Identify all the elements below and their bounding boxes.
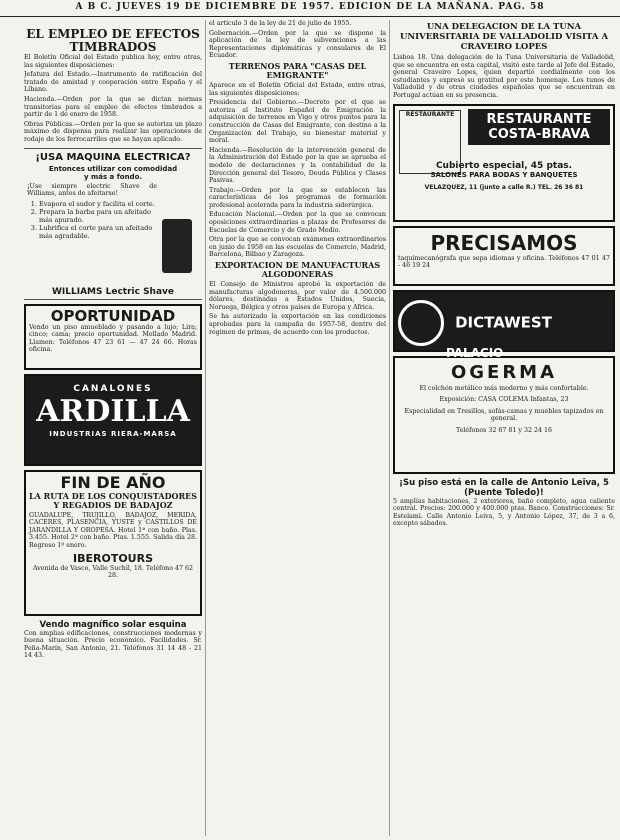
ad-ardilla-top: CANALONES	[73, 383, 153, 394]
column-left	[24, 20, 202, 836]
ad-costa-brava-sub: SALONES PARA BODAS Y BANQUETES	[430, 170, 578, 179]
column-middle	[209, 20, 386, 836]
article-text: Presidencia del Gobierno.—Decreto por el que se autoriza al Instituto Español de Emigración la adquisición de terrenos en Vigo y otros puntos para la construcción de Casas del Emigrante, con destino a la Organización del Trabajo, su bienestar material y moral.	[209, 99, 386, 145]
ad-costa-brava-offer: Cubierto especial, 45 ptas.	[435, 160, 573, 171]
article-text: Educación Nacional.—Orden por la que se convocan oposiciones extraordinarias a plazas de Profesores de Escuelas de Comercio y de Grado Medio.	[209, 211, 386, 234]
column-right	[393, 20, 615, 836]
article-title-timbrados: EL EMPLEO DE EFECTOS TIMBRADOS	[26, 27, 200, 54]
article-text: Aparece en el Boletín Oficial del Estado, entre otras, las siguientes disposiciones:	[209, 81, 386, 97]
ad-dictawest-brand: DICTAWEST	[455, 313, 552, 332]
ad-fin-de-ano-contact: Avenida de Vasco, Valle Suchil, 18. Teléfono 47 62 28.	[32, 564, 194, 580]
ad-ogerma-text: Especialidad en Tresillos, sofás-camas y muebles tapizados en general.	[404, 407, 604, 423]
article-text: Hacienda.—Resolución de la intervención general de la Administración del Estado por la que se aprueba el modelo de declaraciones y la contabilidad de la Dirección general del Tesoro, Deuda Pública y Clases Pasivas.	[209, 146, 386, 185]
ad-ardilla-name: ARDILLA	[36, 393, 190, 429]
restaurant-illustration	[399, 110, 461, 174]
ad-oportunidad-text: Vendo un piso amueblado y pasando a lujo; Lira; cinco; cama; precio oportunidad. Mellado Madrid. Llamen: Teléfonos 47 23 61 — 47 24 66. Horas oficina.	[29, 323, 197, 354]
ad-ogerma-title: OGERMA	[450, 361, 558, 383]
article-text: Lisboa 18. Una delegación de la Tuna Universitaria de Valladolid, que se encuentra en esta capital, visitó este tarde al Jefe del Estado, general Craveiro Lopes, quien departió cordialmente con los estudiantes y expresó su gratitud por este homenaje. Los tunos de Valladolid y de otras ciudades españolas que se encuentran en Portugal actúan en su presencia.	[393, 54, 615, 99]
article-text: Gobernación.—Orden por la que se dispone la aplicación de la ley de subvenciones a las Representaciones diplomáticas y consulares de El Ecuador.	[209, 29, 386, 60]
ad-costa-brava-top: RESTAURANTE	[405, 110, 455, 118]
ad-ogerma-text: Exposición: CASA COLEMA Infantas, 23	[439, 396, 569, 404]
ad-ogerma	[393, 356, 615, 474]
ad-costa-brava-address: VELAZQUEZ, 11 (junto a calle R.) TEL. 26 36 81	[424, 183, 584, 191]
article-title-exportacion: EXPORTACION DE MANUFACTURAS ALGODONERAS	[214, 260, 381, 280]
ad-williams	[24, 148, 202, 300]
ad-williams-step: 1. Evapora el sudor y facilita el corte.	[39, 200, 157, 208]
article-text: el artículo 3 de la ley de 21 de julio de 1955.	[209, 20, 352, 27]
article-text: Jefatura del Estado.—Instrumento de ratificación del tratado de amistad y cooperación entre España y el Líbano.	[24, 71, 202, 94]
ad-ardilla-bottom: INDUSTRIAS RIERA-MARSA	[49, 429, 177, 438]
page-header: A B C. JUEVES 19 DE DICIEMBRE DE 1957. EDICION DE LA MAÑANA. PAG. 58	[0, 2, 620, 17]
article-text: Se ha autorizado la exportación en las condiciones aprobadas para la campaña de 1957-58, dentro del régimen de primas, de acuerdo con los productos.	[209, 313, 386, 336]
ad-williams-step: 3. Lubrifica el corte para un afeitado más agradable.	[39, 224, 157, 240]
ad-fin-de-ano-text: GUADALUPE, TRUJILLO, BADAJOZ, MERIDA, CACERES, PLASENCIA, YUSTE y CASTILLOS DE JARANDILLA Y OROPESA. Hotel 1ª con baño. Plas. 3.455. Hotel 2ª con baño. Ptas. 1.555. Salida día 28. Regreso 1º enero.	[29, 511, 197, 549]
ad-dictawest-place: PALACIO	[446, 345, 504, 360]
ad-precisamos	[393, 226, 615, 286]
ad-piso-text: 5 amplias habitaciones, 2 exteriores, baño completo, agua caliente central. Precios: 200.000 y 400.000 ptas. Banco. Construcciones: Sr. Estelami. Calle Antonio Leiva, 5, y Antonio López, 37, de 3 a 6, excepto sábados.	[393, 497, 615, 528]
ad-williams-step: 2. Prepara la barba para un afeitado más apurado.	[39, 208, 157, 224]
bottle-image	[162, 219, 192, 273]
ad-ogerma-phones: Teléfonos 32 67 81 y 32 24 16	[455, 426, 553, 434]
ad-precisamos-text: taquimecanógrafa que sepa idiomas y oficina. Teléfonos 47 01 47 - 46 19 24	[398, 254, 610, 270]
ad-williams-brand: WILLIAMS Lectric Shave	[51, 286, 175, 297]
article-text: El Consejo de Ministros aprobó la exportación de manufacturas algodoneras, por valor de 4.500.000 dólares, destinadas a Estados Unidos, Suecia, Noruega, Bélgica y otros países de Europa y Africa.	[209, 281, 386, 311]
article-title-tuna: UNA DELEGACION DE LA TUNA UNIVERSITARIA DE VALLADOLID VISITA A CRAVEIRO LOPES	[399, 22, 609, 52]
ad-oportunidad-title: OPORTUNIDAD	[50, 306, 176, 325]
ad-williams-steps	[39, 200, 157, 240]
ad-fin-de-ano	[24, 470, 202, 616]
ad-costa-brava	[393, 104, 615, 222]
article-text: Otra por la que se convocan exámenes extraordinarios en junio de 1958 en las escuelas de Comercio, Madrid, Barcelona, Bilbao y Zaragoza.	[209, 236, 386, 259]
column-divider	[205, 20, 206, 836]
ad-costa-brava-name: RESTAURANTE COSTA-BRAVA	[468, 109, 610, 145]
column-divider	[389, 20, 390, 836]
ad-solar-text: Con amplias edificaciones, construcciones modernas y buena situación. Precio económico. Facilidades. Sr. Peña-Marín, San Antonio, 21. Teléfonos 31 14 48 - 21 14 43.	[24, 629, 202, 660]
ad-piso-title: ¡Su piso está en la calle de Antonio Leiva, 5 (Puente Toledo)!	[399, 477, 609, 498]
ad-dictawest	[393, 290, 615, 360]
article-text: Obras Públicas.—Orden por la que se autoriza un plazo máximo de dispensa para realizar las operaciones de rodaje de los ferrocarriles que se hayan aplicado.	[24, 120, 202, 143]
ad-precisamos-title: PRECISAMOS	[430, 230, 578, 255]
ad-ogerma-text: El colchón metálico más moderno y más confortable.	[419, 384, 589, 392]
ad-williams-text: ¡Use siempre electric Shave de Williams, antes de afeitarse!	[27, 182, 157, 198]
ad-ardilla	[24, 374, 202, 466]
article-title-casas: TERRENOS PARA "CASAS DEL EMIGRANTE"	[228, 60, 367, 80]
article-text: El Boletín Oficial del Estado publica hoy, entre otras, las siguientes disposiciones:	[24, 54, 202, 69]
ad-fin-de-ano-title: FIN DE AÑO	[60, 472, 166, 492]
ad-oportunidad	[24, 304, 202, 370]
article-text: Hacienda.—Orden por la que se dictan normas transitorias para el empleo de efectos timbrados a partir de 1 de enero de 1958.	[24, 95, 202, 119]
ad-williams-sub: Entonces utilizar con comodidad y más a fondo.	[48, 164, 178, 181]
ad-iberotours-brand: IBEROTOURS	[73, 551, 153, 565]
device-icon	[398, 300, 444, 346]
article-text: Trabajo.—Orden por la que se establecen las características de los programas de formación profesional acelerada para la industria siderúrgica.	[209, 186, 386, 209]
ad-solar-title: Vendo magnífico solar esquina	[39, 619, 187, 630]
ad-fin-de-ano-sub: LA RUTA DE LOS CONQUISTADORES Y REGADIOS DE BADAJOZ	[29, 490, 197, 510]
ad-williams-title: ¡USA MAQUINA ELECTRICA?	[35, 151, 191, 163]
